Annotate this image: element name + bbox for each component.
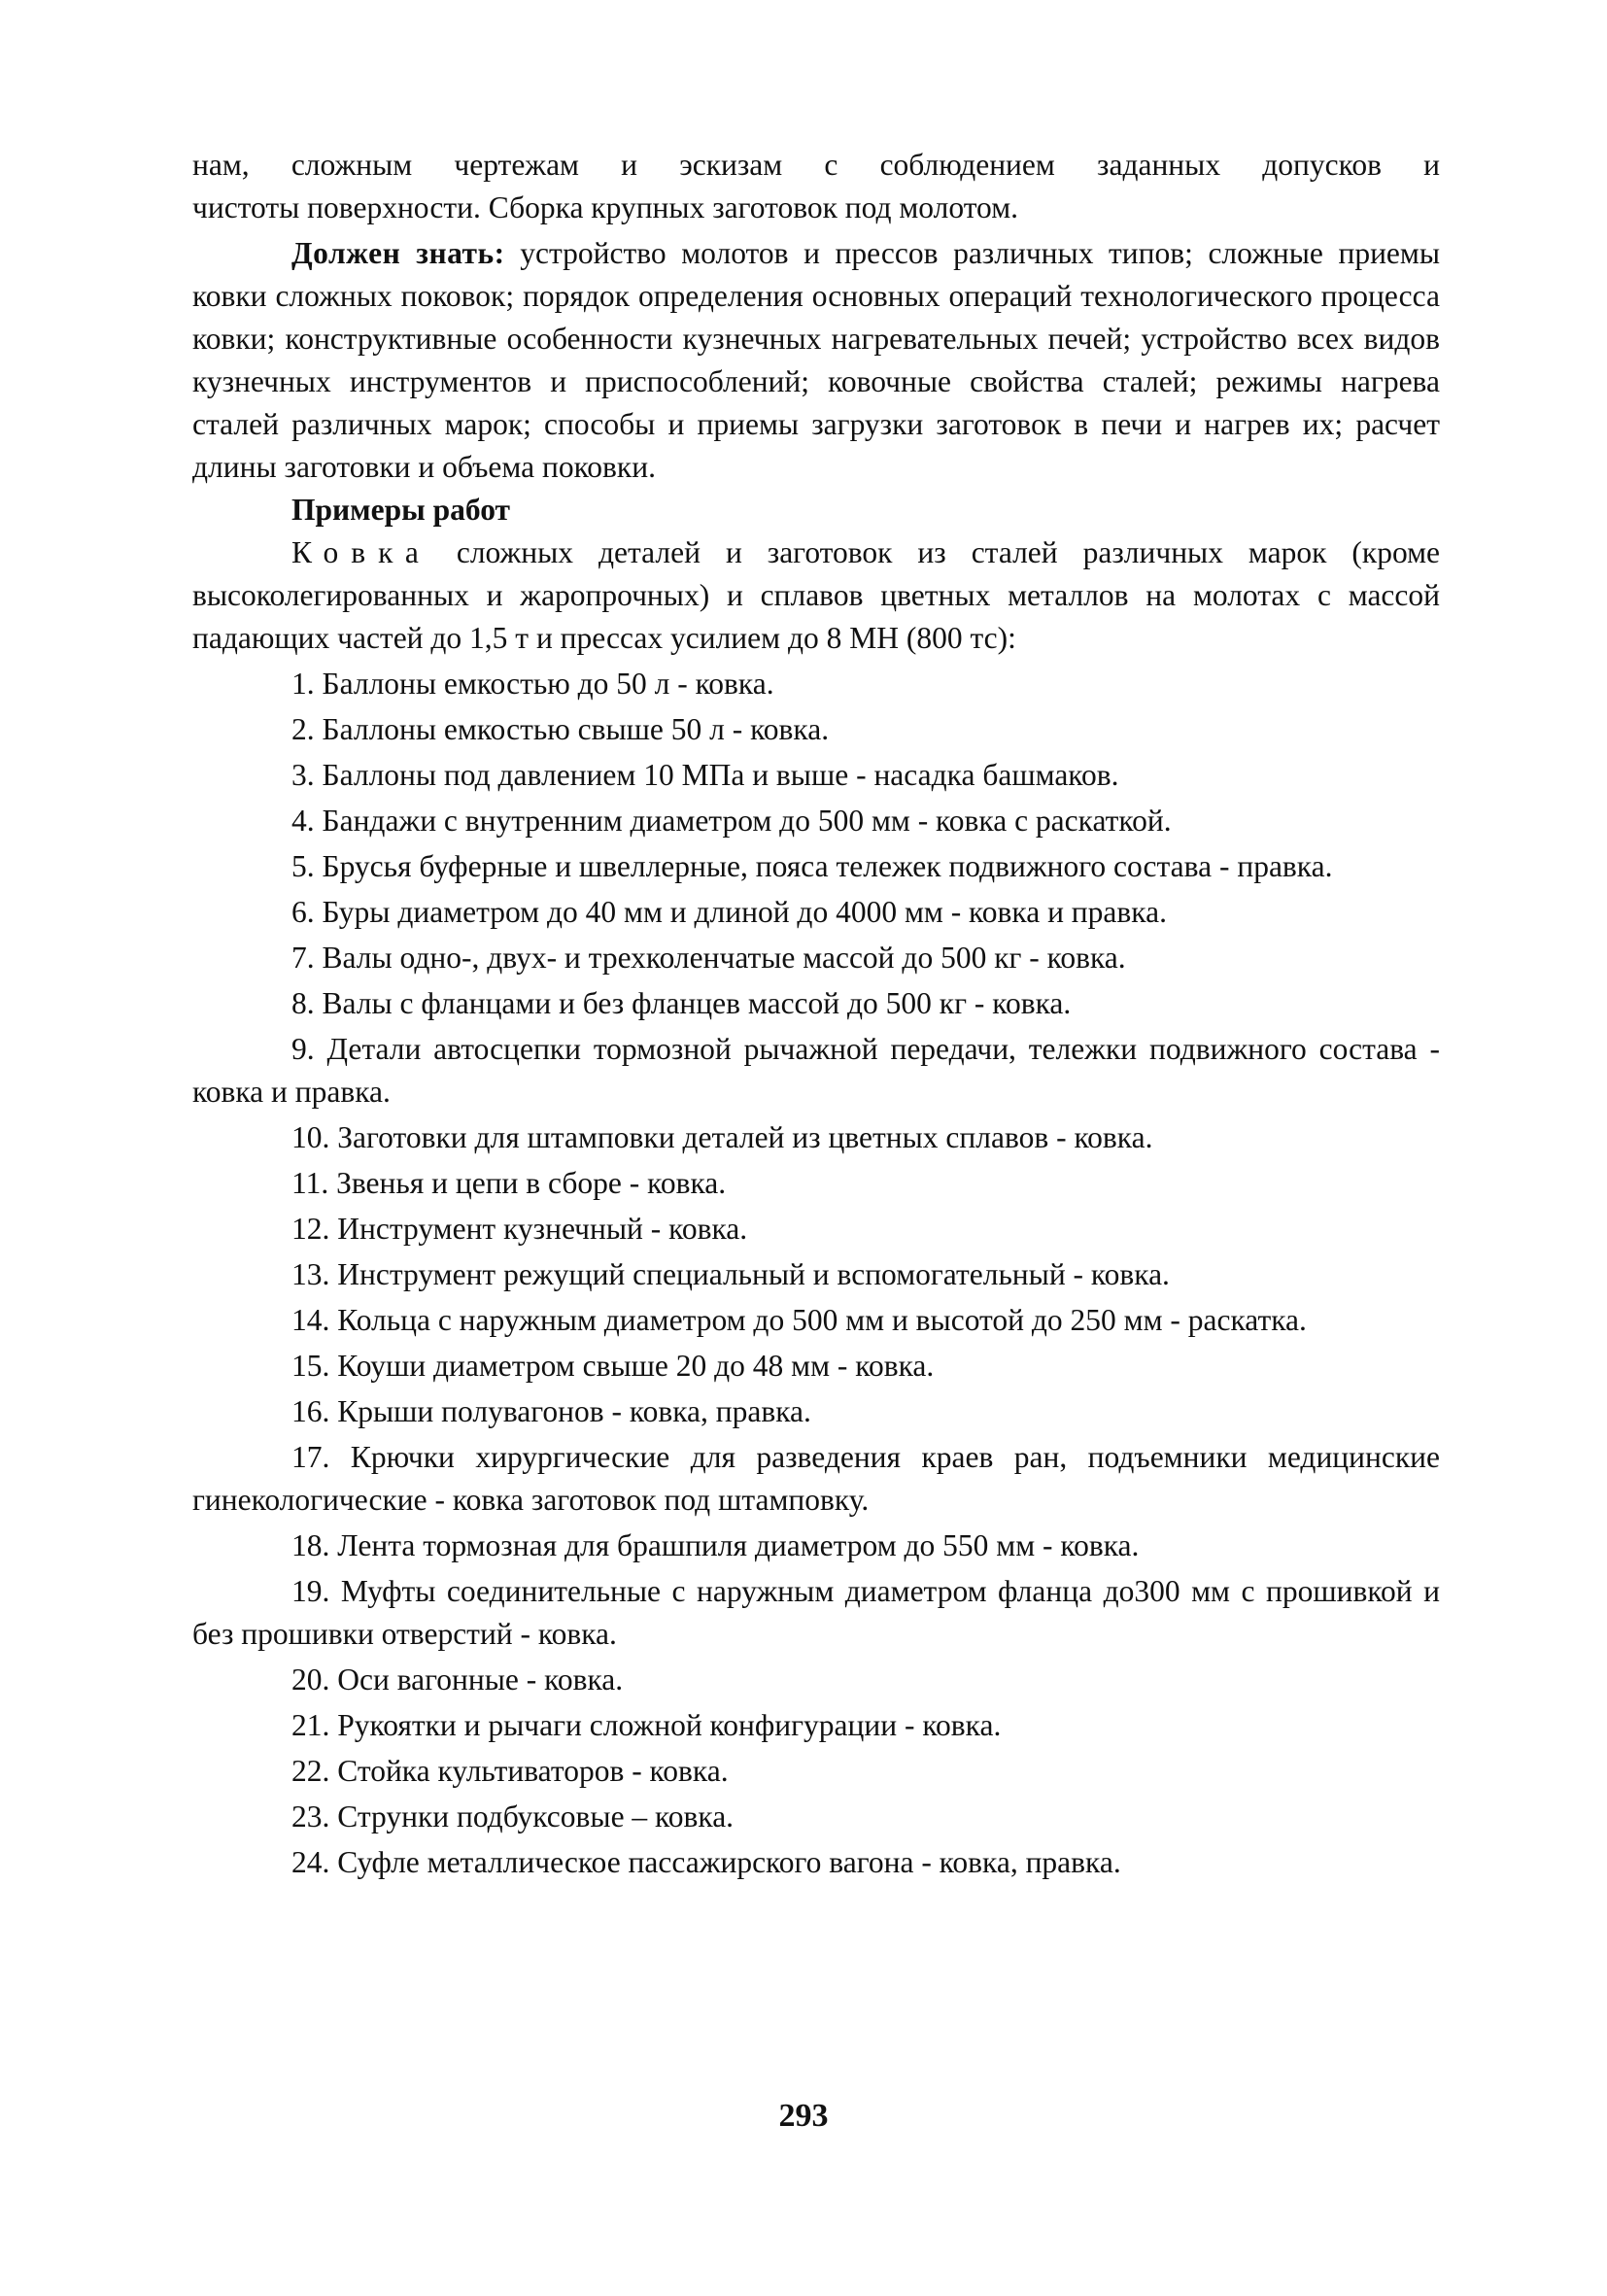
list-item: 18. Лента тормозная для брашпиля диаметром до 550 мм - ковка.	[291, 1528, 1140, 1562]
list-item: 5. Брусья буферные и швеллерные, пояса тележек подвижного состава - правка.	[291, 849, 1333, 883]
continuation-line-1: нам, сложным чертежам и эскизам с соблюдением заданных допусков и	[192, 148, 1440, 182]
list-item: 7. Валы одно-, двух- и трехколенчатые массой до 500 кг - ковка.	[291, 941, 1126, 975]
list-item: 21. Рукоятки и рычаги сложной конфигурации - ковка.	[291, 1708, 1002, 1742]
must-know-paragraph	[192, 232, 1440, 489]
continuation-line-2: чистоты поверхности. Сборка крупных заготовок под молотом.	[192, 190, 1019, 224]
must-know-text: устройство молотов и прессов различных типов; сложные приемы ковки сложных поковок; порядок определения основных операций технологического процесса ковки; конструктивные особенности кузнечных нагревательных печей; устройство всех видов кузнечных инструментов и приспособлений; ковочные свойства сталей; режимы нагрева сталей различных марок; способы и приемы загрузки заготовок в печи и нагрев их; расчет длины заготовки и объема поковки.	[192, 236, 1441, 484]
list-item: 3. Баллоны под давлением 10 МПа и выше - насадка башмаков.	[291, 758, 1119, 792]
list-item: 19. Муфты соединительные с наружным диаметром фланца до300 мм с прошивкой и без прошивки отверстий - ковка.	[192, 1574, 1440, 1651]
list-item: 1. Баллоны емкостью до 50 л - ковка.	[291, 667, 774, 701]
must-know-label: Должен знать:	[291, 236, 505, 270]
examples-list	[192, 663, 1440, 1884]
examples-intro	[192, 531, 1440, 660]
page-body	[192, 144, 1440, 1884]
examples-heading: Примеры работ	[291, 493, 511, 527]
list-item: 8. Валы с фланцами и без фланцев массой до 500 кг - ковка.	[291, 986, 1072, 1020]
list-item: 23. Струнки подбуксовые – ковка.	[291, 1799, 735, 1833]
list-item: 15. Коуши диаметром свыше 20 до 48 мм - ковка.	[291, 1349, 935, 1383]
list-item: 2. Баллоны емкостью свыше 50 л - ковка.	[291, 712, 830, 746]
list-item: 9. Детали автосцепки тормозной рычажной передачи, тележки подвижного состава - ковка и правка.	[192, 1032, 1440, 1109]
page-number: 293	[778, 2098, 829, 2134]
list-item: 12. Инструмент кузнечный - ковка.	[291, 1212, 748, 1246]
list-item: 24. Суфле металлическое пассажирского вагона - ковка, правка.	[291, 1845, 1121, 1879]
list-item: 11. Звенья и цепи в сборе - ковка.	[291, 1166, 727, 1200]
list-item: 10. Заготовки для штамповки деталей из цветных сплавов - ковка.	[291, 1120, 1153, 1154]
list-item: 16. Крыши полувагонов - ковка, правка.	[291, 1394, 811, 1428]
list-item: 22. Стойка культиваторов - ковка.	[291, 1754, 729, 1788]
list-item: 4. Бандажи с внутренним диаметром до 500 мм - ковка с раскаткой.	[291, 804, 1172, 838]
list-item: 20. Оси вагонные - ковка.	[291, 1662, 624, 1696]
list-item: 13. Инструмент режущий специальный и вспомогательный - ковка.	[291, 1257, 1170, 1291]
examples-intro-text: сложных деталей и заготовок из сталей различных марок (кроме высоколегированных и жаропрочных) и сплавов цветных металлов на молотах с массой падающих частей до 1,5 т и прессах усилием до 8 МН (800 тс):	[192, 535, 1441, 655]
list-item: 14. Кольца с наружным диаметром до 500 мм и высотой до 250 мм - раскатка.	[291, 1303, 1307, 1337]
list-item: 17. Крючки хирургические для разведения краев ран, подъемники медицинские гинекологические - ковка заготовок под штамповку.	[192, 1440, 1440, 1517]
examples-intro-word: Ковка	[291, 535, 431, 569]
list-item: 6. Буры диаметром до 40 мм и длиной до 4000 мм - ковка и правка.	[291, 895, 1167, 929]
